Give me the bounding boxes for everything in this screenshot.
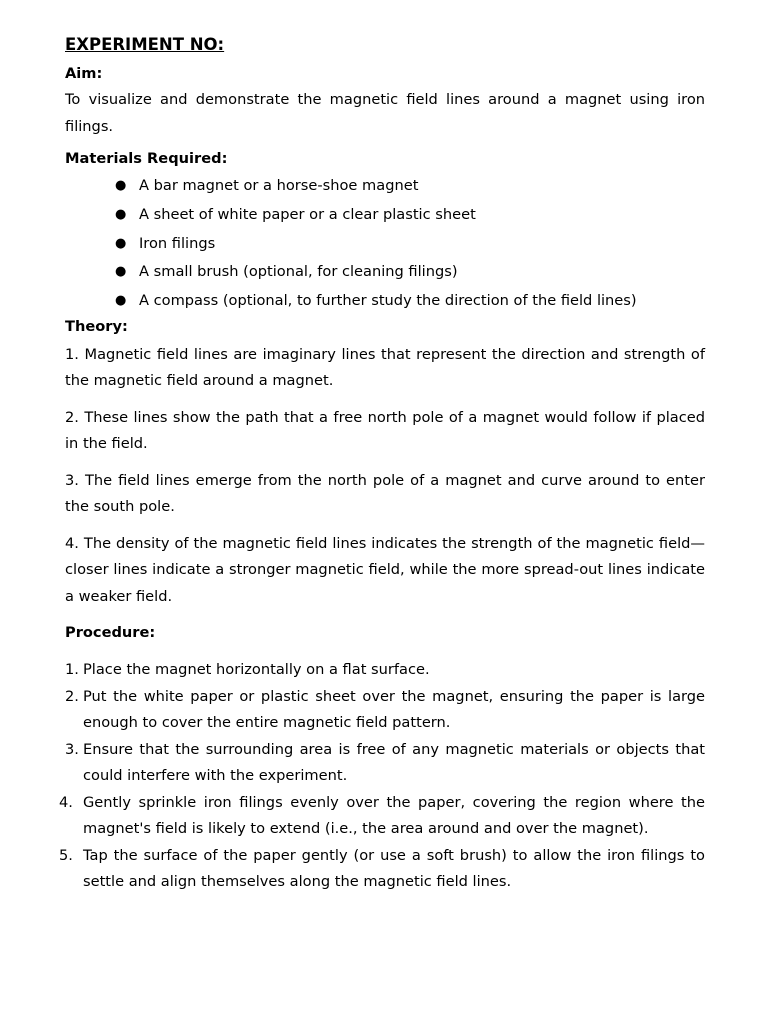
list-item: ● A compass (optional, to further study the direction of the field lines) xyxy=(65,287,705,316)
list-item: 1. Place the magnet horizontally on a flat surface. xyxy=(65,661,430,679)
bullet-icon: ● xyxy=(115,235,127,251)
materials-heading: Materials Required: xyxy=(65,150,228,167)
list-item: ● A bar magnet or a horse-shoe magnet xyxy=(65,172,705,201)
document-page xyxy=(59,34,705,896)
list-item: ● A small brush (optional, for cleaning filings) xyxy=(65,258,705,287)
procedure-heading: Procedure: xyxy=(65,624,156,642)
aim-text: To visualize and demonstrate the magnetic field lines around a magnet using iron filings. xyxy=(65,91,705,135)
list-item: 2. Put the white paper or plastic sheet over the magnet, ensuring the paper is large enough to cover the entire magnetic field pattern. xyxy=(65,687,705,732)
materials-list xyxy=(65,172,705,316)
theory-point-1: 1. Magnetic field lines are imaginary lines that represent the direction and strength of the magnetic field around a magnet. xyxy=(65,345,705,390)
list-item: ● A sheet of white paper or a clear plastic sheet xyxy=(65,201,705,230)
page-title: EXPERIMENT NO: xyxy=(65,35,225,54)
list-item: 3. Ensure that the surrounding area is free of any magnetic materials or objects that could interfere with the experiment. xyxy=(65,740,705,785)
theory-heading: Theory: xyxy=(65,317,128,335)
theory-point-3: 3. The field lines emerge from the north pole of a magnet and curve around to enter the south pole. xyxy=(65,471,705,516)
procedure-list xyxy=(59,657,705,896)
theory-point-2: 2. These lines show the path that a free north pole of a magnet would follow if placed in the field. xyxy=(65,408,705,453)
list-item: 5. Tap the surface of the paper gently (or use a soft brush) to allow the iron filings to settle and align themselves along the magnetic field lines. xyxy=(59,846,705,891)
bullet-icon: ● xyxy=(115,206,127,222)
aim-heading: Aim: xyxy=(65,65,103,82)
list-item: ● Iron filings xyxy=(65,230,705,259)
bullet-icon: ● xyxy=(115,264,127,280)
bullet-icon: ● xyxy=(115,293,127,309)
bullet-icon: ● xyxy=(115,178,127,193)
list-item: 4. Gently sprinkle iron filings evenly over the paper, covering the region where the magnet's field is likely to extend (i.e., the area around and over the magnet). xyxy=(59,793,705,838)
theory-point-4: 4. The density of the magnetic field lines indicates the strength of the magnetic field—closer lines indicate a stronger magnetic field, while the more spread-out lines indicate a weaker field. xyxy=(65,534,705,605)
